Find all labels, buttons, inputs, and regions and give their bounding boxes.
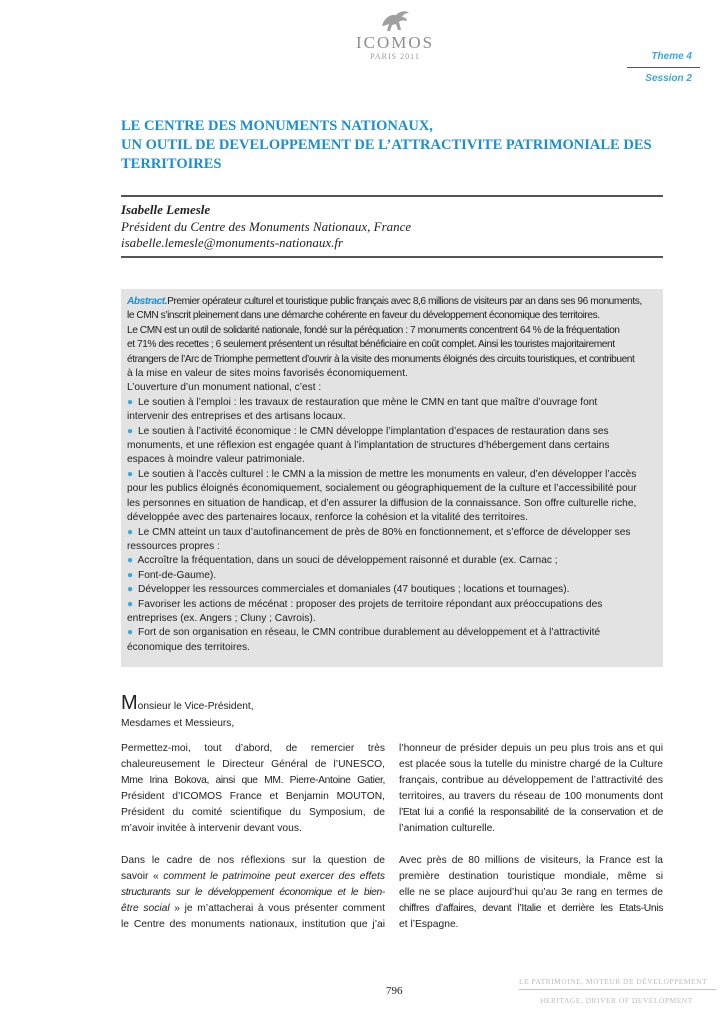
abstract-bullet-item: ● Le soutien à l’activité économique : le CMN développe l’implantation d’espaces de restauration dans ses [127, 425, 609, 437]
author-affiliation: Président du Centre des Monuments Nationaux, France [121, 218, 412, 234]
title-divider [121, 195, 663, 197]
logo-name: ICOMOS [355, 33, 435, 52]
footer-divider [519, 989, 716, 990]
bullet-icon: ● [127, 468, 134, 480]
paper-title [121, 117, 681, 174]
bullet-icon: ● [127, 396, 134, 408]
bullet-icon: ● [127, 569, 134, 581]
title-line: UN OUTIL DE DEVELOPPEMENT DE L’ATTRACTIVITE PATRIMONIALE DES [121, 137, 652, 153]
bullet-icon: ● [127, 425, 134, 437]
page-number: 796 [386, 985, 403, 997]
bullet-icon: ● [127, 584, 134, 596]
theme-divider [627, 67, 700, 68]
bullet-icon: ● [127, 526, 134, 538]
abstract-line: entreprises (ex. Angers ; Cluny ; Cavrois). [127, 612, 316, 624]
salutation-line: Monsieur le Vice-Président, [121, 692, 254, 714]
author-divider [121, 256, 663, 258]
griffin-icon [378, 8, 412, 34]
abstract-line: intervenir des entreprises et des artisans locaux. [127, 411, 346, 423]
author-name: Isabelle Lemesle [121, 202, 211, 217]
abstract-bullet-item: ● Accroître la fréquentation, dans un souci de développement raisonné et durable (ex. Carnac ; [127, 555, 558, 567]
salutation [121, 694, 254, 732]
author-email: isabelle.lemesle@monuments-nationaux.fr [121, 235, 344, 250]
abstract-line: Le CMN est un outil de solidarité nationale, fondé sur la péréquation : 7 monuments concentrent 64 % de la fréquentation [127, 324, 620, 336]
abstract-bullet-item: ● Le soutien à l’accès culturel : le CMN a la mission de mettre les monuments en valeur, d’en développer l’accès [127, 468, 637, 480]
icomos-logo [345, 8, 445, 61]
salutation-line: Mesdames et Messieurs, [121, 718, 235, 729]
abstract-bullet-item: ● Développer les ressources commerciales et domaniales (47 boutiques ; locations et tournages). [127, 584, 570, 596]
abstract-bullet-item: ● Le soutien à l’emploi : les travaux de restauration que mène le CMN en tant que maître d’ouvrage font [127, 396, 598, 408]
body-column-left [121, 741, 385, 949]
footer-theme-en: HERITAGE, DRIVER OF DEVELOPMENT [540, 996, 693, 1005]
abstract-label: Abstract. [127, 296, 168, 307]
paragraph: Avec près de 80 millions de visiteurs, la France est la première destination touristique mondiale, même si elle ne se place aujourd’hui qu’au 3e rang en termes de chiffres d’affaires, devant l’Italie et derrière les Etats-Unis et l’Espagne. [399, 855, 663, 930]
title-line: TERRITOIRES [121, 156, 222, 172]
abstract-line: le CMN s’inscrit pleinement dans une démarche cohérente en faveur du développement économique des territoires. [127, 310, 600, 322]
abstract-bullet-item: ● Le CMN atteint un taux d’autofinancement de près de 80% en fonctionnement, et s’efforce de développer ses [127, 526, 631, 538]
abstract-box [121, 289, 663, 667]
abstract-line: Abstract.Premier opérateur culturel et touristique public français avec 8,6 millions de visiteurs par an dans ses 96 monuments, [127, 296, 642, 307]
abstract-line: espaces à moindre valeur patrimoniale. [127, 454, 305, 466]
abstract-line: les personnes en situation de handicap, et d’en assurer la diffusion de la connaissance. Son offre culturelle riche, [127, 497, 637, 509]
abstract-line: étrangers de l’Arc de Triomphe permettent d’ouvrir à la visite des monuments éloignés des circuits touristiques, et contribuent [127, 353, 635, 365]
bullet-icon: ● [127, 598, 134, 610]
abstract-bullet-item: ● Font-de-Gaume). [127, 569, 217, 581]
abstract-bullet-item: ● Fort de son organisation en réseau, le CMN contribue durablement au développement et à l’attractivité [127, 627, 601, 639]
abstract-line: et 71% des recettes ; 6 seulement présentent un résultat bénéficiaire en coût complet. Ainsi les touristes majoritairement [127, 339, 615, 351]
bullet-icon: ● [127, 555, 134, 567]
footer-theme-fr: LE PATRIMOINE, MOTEUR DE DÉVELOPPEMENT [519, 977, 708, 986]
body-column-right [399, 741, 663, 949]
bullet-icon: ● [127, 627, 134, 639]
abstract-bullet-item: ● Favoriser les actions de mécénat : proposer des projets de territoire répondant aux préoccupations des [127, 598, 603, 610]
author-block [121, 202, 411, 252]
abstract-line: à la mise en valeur de sites moins favorisés économiquement. [127, 368, 408, 380]
theme-label: Theme 4 [651, 51, 692, 62]
abstract-line: ressources propres : [127, 540, 220, 552]
paragraph: l’honneur de présider depuis un peu plus trois ans et qui est placée sous la tutelle du ministre chargé de la Culture français, contribue au développement de l’attractivité des territoires, au travers du réseau de 100 monuments dont l’Etat lui a confié la responsabilité de la conservation et de l’animation culturelle. [399, 743, 663, 834]
logo-subtitle: PARIS 2011 [370, 52, 420, 61]
abstract-line: pour les publics éloignés économiquement, socialement ou géographiquement de la culture et l’accessibilité pour [127, 483, 637, 495]
session-label: Session 2 [645, 73, 692, 84]
paragraph: Permettez-moi, tout d’abord, de remercier très chaleureusement le Directeur Général de l’UNESCO, Mme Irina Bokova, ainsi que MM. Pierre-Antoine Gatier, Président d’ICOMOS France et Benjamin MOUTON, Président du comité scientifique du Symposium, de m’avoir invitée à intervenir devant vous. [121, 743, 385, 834]
title-line: LE CENTRE DES MONUMENTS NATIONAUX, [121, 118, 433, 134]
abstract-line: monuments, et une réflexion est engagée quant à l’implantation de structures d’hébergement dans certains [127, 440, 610, 452]
abstract-line: L’ouverture d’un monument national, c’est : [127, 382, 322, 394]
dropcap: M [121, 692, 138, 714]
paragraph: Dans le cadre de nos réflexions sur la question de savoir « comment le patrimoine peut exercer des effets structurants sur le développement économique et le bien- être social » je m’attacherai à vous présenter comment le Centre des monuments nationaux, institution que j’ai [121, 855, 385, 930]
abstract-line: développée avec des partenaires locaux, renforce la cohésion et la vitalité des territoires. [127, 512, 528, 524]
abstract-line: économique des territoires. [127, 641, 250, 653]
